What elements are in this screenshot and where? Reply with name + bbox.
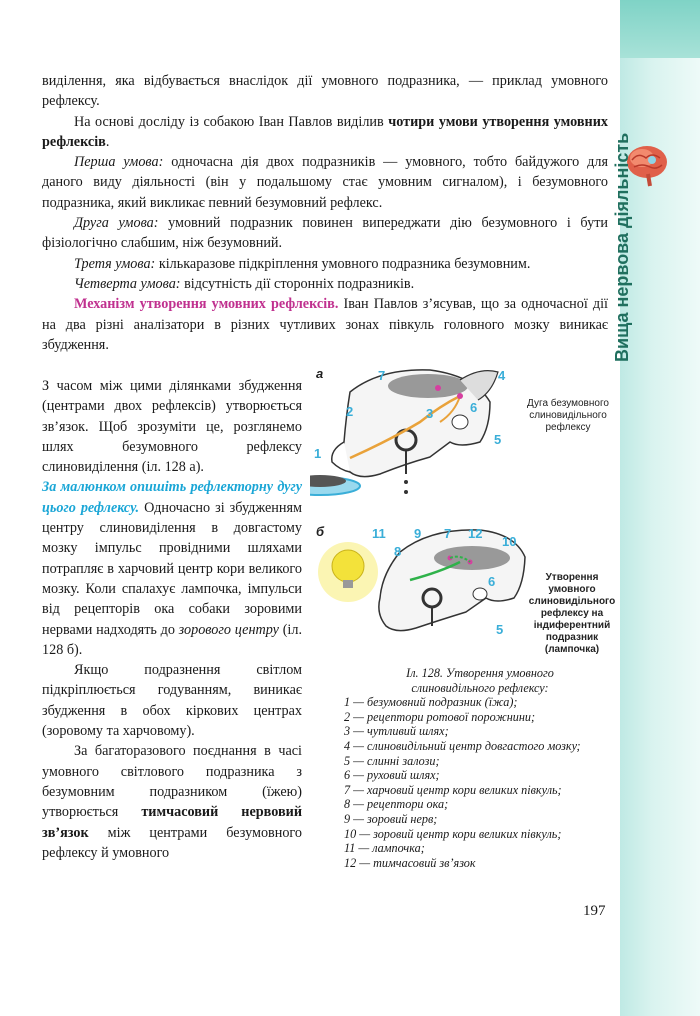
num-a-1: 1: [314, 446, 322, 461]
num-b-12: 12: [468, 526, 483, 541]
legend-item: 8 — рецептори ока;: [344, 797, 449, 812]
side-band-top-stripe: [620, 0, 700, 58]
left-column: [42, 376, 302, 863]
legend-item: 1 — безумовний подразник (їжа);: [344, 695, 518, 710]
num-a-3: 3: [426, 406, 434, 421]
panel-b-caption: [529, 572, 615, 655]
legend-item: 2 — рецептори ротової порожнини;: [344, 709, 536, 724]
column-para-c: Якщо подразнення світлом підкріплюється годуванням, виникає збудження в обох кіркових центрах (зоровому та харчовому).: [42, 662, 302, 740]
num-b-6: 6: [488, 574, 496, 589]
cond4-label: Четверта умова:: [74, 275, 181, 292]
legend-item: 11 — лампочка;: [344, 841, 425, 856]
paragraph-1: виділення, яка відбувається внаслідок дії умовного подразника, — приклад умовного рефлексу.: [42, 73, 608, 110]
column-para-b: [42, 477, 302, 660]
num-b-10: 10: [502, 534, 517, 549]
caption-title-2: слиновидільного рефлексу:: [411, 680, 549, 695]
a-caption-l2: слиновидільного: [529, 410, 607, 421]
a-caption-l3: рефлексу: [545, 422, 591, 433]
col-d-bold: тимчасовий нервовий зв’язок: [42, 804, 302, 841]
b-caption-l5: індиферентний: [533, 620, 611, 631]
panel-a-caption: [527, 397, 609, 433]
num-b-11: 11: [372, 526, 386, 541]
legend-item: 5 — слинні залози;: [344, 753, 440, 768]
num-b-7: 7: [444, 526, 452, 541]
cond4-text: відсутність дії сторонніх подразників.: [180, 275, 415, 292]
col-d-text: За багаторазового поєднання в часі умовного світлового подразника з безумовним подразником (їжею) утворюється: [42, 743, 302, 821]
num-a-2: 2: [346, 404, 354, 419]
num-b-9: 9: [414, 526, 422, 541]
num-a-6: 6: [470, 400, 478, 415]
lamp: [318, 542, 378, 602]
condition-1: [42, 152, 608, 213]
panel-b-label: б: [316, 524, 325, 539]
figure-128: [310, 362, 615, 662]
cond3-text: кількаразове підкріплення умовного подразника безумовним.: [155, 255, 531, 272]
b-caption-l6: подразник: [545, 632, 599, 643]
num-a-5: 5: [494, 432, 502, 447]
condition-4: [42, 274, 608, 294]
col-d-end: між центрами безумовного рефлексу й умовного: [42, 824, 302, 861]
b-caption-l3: слиновидільного: [528, 596, 615, 607]
legend-item: 6 — руховий шлях;: [344, 768, 440, 783]
num-a-4: 4: [498, 368, 506, 383]
num-b-5: 5: [496, 622, 504, 637]
cond2-text: умовний подразник повинен випереджати дію безумовного і бути фізіологічно слабшим, ніж безумовний.: [42, 215, 608, 252]
legend-item: 4 — слиновидільний центр довгастого мозку;: [344, 738, 581, 753]
mechanism-text: Іван Павлов з’ясував, що за одночасної дії на два різні аналізатори в різних чутливих зонах півкуль головного мозку виникає збудження.: [42, 296, 608, 353]
main-text-top: [42, 71, 608, 355]
section-vertical-title: Вища нервова діяльність: [612, 132, 632, 362]
num-b-8: 8: [394, 544, 402, 559]
legend-item: 9 — зоровий нерв;: [344, 811, 438, 826]
legend-item: 12 — тимчасовий зв’язок: [344, 855, 476, 870]
b-caption-l1: Утворення: [545, 572, 599, 583]
panel-a-label: а: [316, 366, 324, 381]
col-b-italic: зорового центру: [178, 621, 279, 638]
legend-item: 10 — зоровий центр кори великих півкуль;: [344, 826, 562, 841]
legend-item: 3 — чутливий шлях;: [344, 724, 449, 739]
figure-caption: [330, 666, 630, 870]
dog-head-a: [310, 370, 498, 495]
task-text: За малюнком опишіть рефлекторну дугу цього рефлексу.: [42, 479, 302, 516]
p2-end: .: [105, 133, 110, 150]
page-number: 197: [583, 903, 606, 919]
caption-title-1: Іл. 128. Утворення умовного: [406, 666, 554, 680]
legend-item: 7 — харчовий центр кори великих півкуль;: [344, 782, 562, 797]
condition-3: [42, 254, 608, 274]
column-para-a: З часом між цими ділянками збудження (центрами двох рефлексів) утворюється зв’язок. Щоб зрозуміти це, розглянемо шлях безумовного рефлексу слиновиділення (іл. 128 а).: [42, 378, 302, 476]
b-caption-l7: (лампочка): [544, 644, 600, 655]
cond1-label: Перша умова:: [74, 154, 164, 171]
col-b-end: (іл. 128 б).: [42, 621, 303, 658]
mechanism-title: Механізм утворення умовних рефлексів.: [74, 296, 339, 313]
num-a-7: 7: [378, 368, 386, 383]
p2-start: На основі досліду із собакою Іван Павлов виділив: [74, 113, 389, 130]
cond2-label: Друга умова:: [74, 215, 159, 232]
condition-2: [42, 213, 608, 254]
cond3-label: Третя умова:: [74, 255, 156, 272]
col-b-text: Одночасно зі збудженням центру слиновиділення в довгастому мозку імпульс провідними шляхами потрапляє в харчовий центр кори великого мозку. Коли спалахує лампочка, імпульси від рецепторів ока собаки зоровими нервами надходять до: [42, 499, 302, 638]
a-caption-l1: Дуга безумовного: [527, 398, 609, 409]
cond1-text: одночасна дія двох подразників — умовного, тобто байдужого для даного виду діяльності (він у подальшому стає умовним сигналом), і безумовного подразника, який викликає певний безумовний рефлекс.: [42, 154, 608, 211]
mechanism-paragraph: [42, 294, 608, 355]
p2-bold: чотири умови утворення умовних рефлексів: [42, 113, 608, 150]
paragraph-2: [42, 112, 608, 153]
b-caption-l4: рефлексу на: [540, 608, 604, 619]
b-caption-l2: умовного: [548, 584, 596, 595]
column-para-d: [42, 741, 302, 863]
